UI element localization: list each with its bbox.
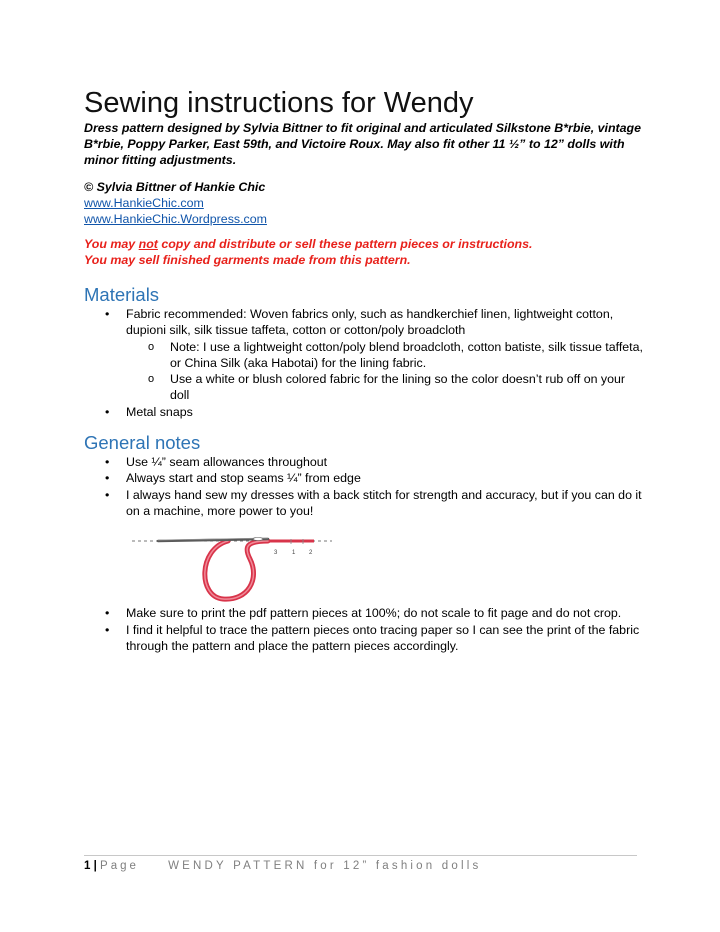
- general-notes-heading: General notes: [84, 432, 201, 454]
- general-notes-list-cont: [84, 605, 644, 654]
- bullet-icon: •: [105, 622, 110, 637]
- materials-heading: Materials: [84, 284, 160, 305]
- page-footer: [84, 855, 637, 872]
- page-title: Sewing instructions for Wendy: [84, 87, 474, 119]
- list-item: • Fabric recommended: Woven fabrics only, such as handkerchief linen, lightweight cotton, dupioni silk, silk tissue taffeta, cotton or cotton/poly broadcloth: [105, 307, 614, 338]
- copyright-line: © Sylvia Bittner of Hankie Chic: [84, 180, 266, 194]
- not-emphasis: not: [138, 237, 158, 251]
- bullet-icon: •: [105, 606, 110, 621]
- warning-line-2: You may sell finished garments made from this pattern.: [84, 253, 411, 267]
- stitch-label-2: 2: [309, 550, 313, 557]
- back-stitch-diagram: [84, 519, 644, 605]
- pattern-description: Dress pattern designed by Sylvia Bittner to fit original and articulated Silkstone B*rbie, vintage B*rbie, Poppy Parker, East 59th, and Victoire Roux. May also fit other 11 ½” to 12” dolls with minor fitting adjustments.: [84, 121, 642, 167]
- document-page: [84, 86, 644, 654]
- list-item: • Always start and stop seams ¼” from edge: [105, 471, 361, 486]
- list-item: • Metal snaps: [105, 404, 193, 419]
- general-notes-list: [84, 454, 644, 519]
- list-item: • Make sure to print the pdf pattern pieces at 100%; do not scale to fit page and do not crop.: [105, 606, 622, 621]
- page-word: Page: [100, 860, 139, 872]
- footer-title: WENDY PATTERN for 12” fashion dolls: [168, 860, 482, 872]
- circle-bullet-icon: o: [148, 340, 155, 353]
- bullet-icon: •: [105, 404, 110, 419]
- bullet-icon: •: [105, 471, 110, 486]
- warning-line-1: You may not copy and distribute or sell these pattern pieces or instructions.: [84, 237, 533, 251]
- blog-link[interactable]: www.HankieChic.Wordpress.com: [84, 212, 267, 226]
- circle-bullet-icon: o: [148, 373, 155, 386]
- stitch-label-3: 3: [274, 550, 278, 557]
- list-item: • I always hand sew my dresses with a back stitch for strength and accuracy, but if you can do it on a machine, more power to you!: [105, 487, 642, 518]
- sub-list-item: o Note: I use a lightweight cotton/poly blend broadcloth, cotton batiste, silk tissue taffeta, or China Silk (aka Habotai) for the lining fabric.: [148, 339, 643, 370]
- bullet-icon: •: [105, 455, 110, 470]
- stitch-label-1: 1: [292, 550, 296, 557]
- back-stitch-illustration: [128, 519, 388, 605]
- bullet-icon: •: [105, 307, 110, 321]
- copyright-warning: [84, 236, 644, 268]
- bullet-icon: •: [105, 487, 110, 502]
- sub-list-item: o Use a white or blush colored fabric for the lining so the color doesn’t rub off on your doll: [148, 372, 626, 403]
- list-item: • I find it helpful to trace the pattern pieces onto tracing paper so I can see the print of the fabric through the pattern and place the pattern pieces accordingly.: [105, 622, 640, 653]
- list-item: • Use ¼” seam allowances throughout: [105, 455, 328, 470]
- materials-list: [84, 306, 644, 420]
- website-link[interactable]: www.HankieChic.com: [84, 196, 204, 210]
- page-number: 1 |: [84, 860, 97, 872]
